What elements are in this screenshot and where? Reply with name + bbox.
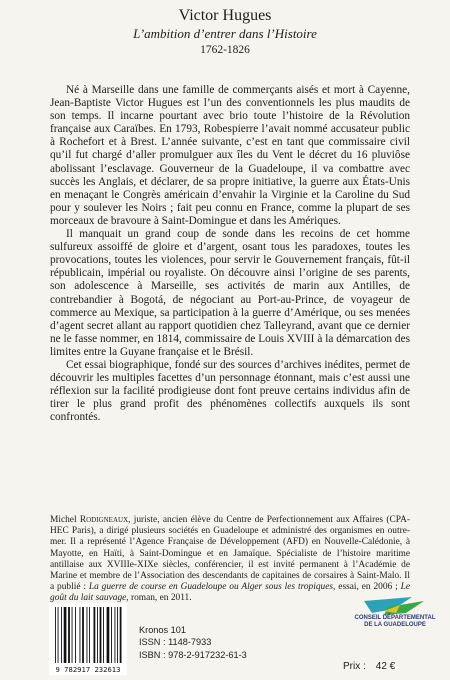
- price-value: 42 €: [375, 661, 396, 672]
- barcode-bar: [68, 607, 70, 663]
- barcode-graphic: [49, 603, 127, 675]
- barcode-bar: [107, 607, 110, 663]
- bio-text-2: , essai, en 2006 ;: [333, 582, 401, 593]
- book-subtitle: L’ambition d’entrer dans l’Histoire: [133, 26, 317, 41]
- bio-text-3: , roman, en 2011.: [126, 593, 192, 604]
- barcode-bar: [61, 607, 62, 663]
- barcode-bar: [80, 607, 81, 663]
- barcode-bar: [103, 607, 104, 663]
- issn-number: ISSN : 1148-7933: [139, 637, 212, 648]
- summary-paragraph: Né à Marseille dans une famille de commerçants aisés et mort à Cayenne, Jean-Baptiste Victor Hugues est l’un des conventionnels les plus maudits de son temps. Il incarne pourtant avec brio toute l’histoire de la Révolution française aux Caraïbes. En 1793, Robespierre l’avait nommé accusateur public à Rochefort et à Brest. L’année suivante, c’est en tant que commissaire civil qu’il fut chargé d’aller promulguer aux îles du Vent le décret du 16 pluviôse abolissant l’esclavage. Gouverneur de la Guadeloupe, il va combattre avec succès les Anglais, et déclarer, de sa propre initiative, la guerre aux États-Unis en menaçant le Congrès américain d’envahir la Virginie et la Caroline du Sud pour y soulever les Noirs ; fait peu connu en France, comme la plupart de ses morceaux de bravoure à Saint-Domingue et dans les Amériques.: [50, 84, 410, 227]
- barcode-digits: 9 782917 232613: [55, 665, 121, 674]
- barcode-bar: [82, 607, 84, 663]
- collection-number: Kronos 101: [139, 625, 186, 635]
- bio-book-2: Le goût du lait sauvage: [50, 582, 410, 604]
- book-title: Victor Hugues: [178, 7, 272, 24]
- barcode-bar: [89, 607, 90, 663]
- author-bio: [50, 515, 410, 605]
- logo-caption: [350, 615, 440, 629]
- isbn-number: ISBN : 978-2-917232-61-3: [139, 649, 247, 660]
- bio-book-1: La guerre de course en Guadeloupe ou Alger sous les tropiques: [88, 582, 334, 593]
- author-bio-text: [50, 515, 410, 605]
- barcode-bar: [72, 607, 73, 663]
- barcode-bar: [120, 607, 122, 663]
- bio-text-1: , juriste, ancien élève du Centre de Perfectionnement aux Affaires (CPA-HEC Paris), a dirigé plusieurs sociétés en Guadeloupe et administré des organismes en outre-mer. Il a représenté l’Agence Française de Développement (AFD) en Nouvelle-Calédonie, à Mayotte, en Haïti, à Saint-Domingue et en Jamaïque. Spécialiste de l’histoire maritime antillaise aux XVIIIe-XIXe siècles, conférencier, il est invité permanent à l’Académie de Marine et membre de l’Association des descendants de capitaines de corsaires à Saint-Malo. Il a publié :: [50, 515, 411, 593]
- summary-paragraph: Il manquait un grand coup de sonde dans les recoins de cet homme sulfureux assoiffé de gloire et d’argent, osant tous les paradoxes, toutes les provocations, toutes les violences, pour servir le Gouvernement français, fût-il républicain, impérial ou royaliste. On découvre ainsi l’origine de ses parents, son adolescence à Marseille, ses activités de marin aux Antilles, de contrebandier à Bogotá, de négociant au Port-au-Prince, de voyageur de commerce au Mexique, sa participation à la guerre d’Amérique, ou ses menées d’agent secret allant au rapport quotidien chez Talleyrand, avant que ce dernier ne le fasse nommer, en 1814, commissaire de Louis XVIII à la démarcation des limites entre la Guyane française et le Brésil.: [50, 228, 410, 358]
- back-cover-summary: [50, 84, 410, 424]
- barcode-bar: [97, 607, 98, 663]
- barcode-bar: [115, 607, 116, 663]
- barcode-bar: [55, 607, 56, 663]
- barcode-bar: [117, 607, 118, 663]
- author-first-name: Michel: [50, 515, 77, 525]
- book-dates: 1762-1826: [200, 44, 250, 56]
- barcode-bar: [75, 607, 76, 663]
- barcode-bar: [58, 607, 59, 663]
- price-label: Prix :: [343, 661, 366, 672]
- summary-paragraph: Cet essai biographique, fondé sur des sources d’archives inédites, permet de découvrir les multiples facettes d’un personnage étonnant, mais c’est aussi une réflexion sur la facilité prodigieuse dont font preuve certains individus afin de tirer le plus grand profit des phénomènes collectifs auxquels ils sont confrontés.: [50, 358, 410, 424]
- logo-line-1: CONSEIL DÉPARTEMENTAL: [354, 615, 436, 621]
- author-last-name: Rodigneaux: [79, 515, 129, 525]
- barcode-bar: [87, 607, 88, 663]
- barcode-bar: [100, 607, 102, 663]
- barcode-bar: [94, 607, 96, 663]
- logo-line-2: DE LA GUADELOUPE: [364, 622, 426, 628]
- price: [343, 661, 395, 672]
- barcode-bar: [64, 607, 67, 663]
- barcode-bar: [111, 607, 112, 663]
- isbn-barcode: [49, 603, 127, 675]
- book-header: [0, 6, 450, 58]
- publication-info: [139, 624, 247, 661]
